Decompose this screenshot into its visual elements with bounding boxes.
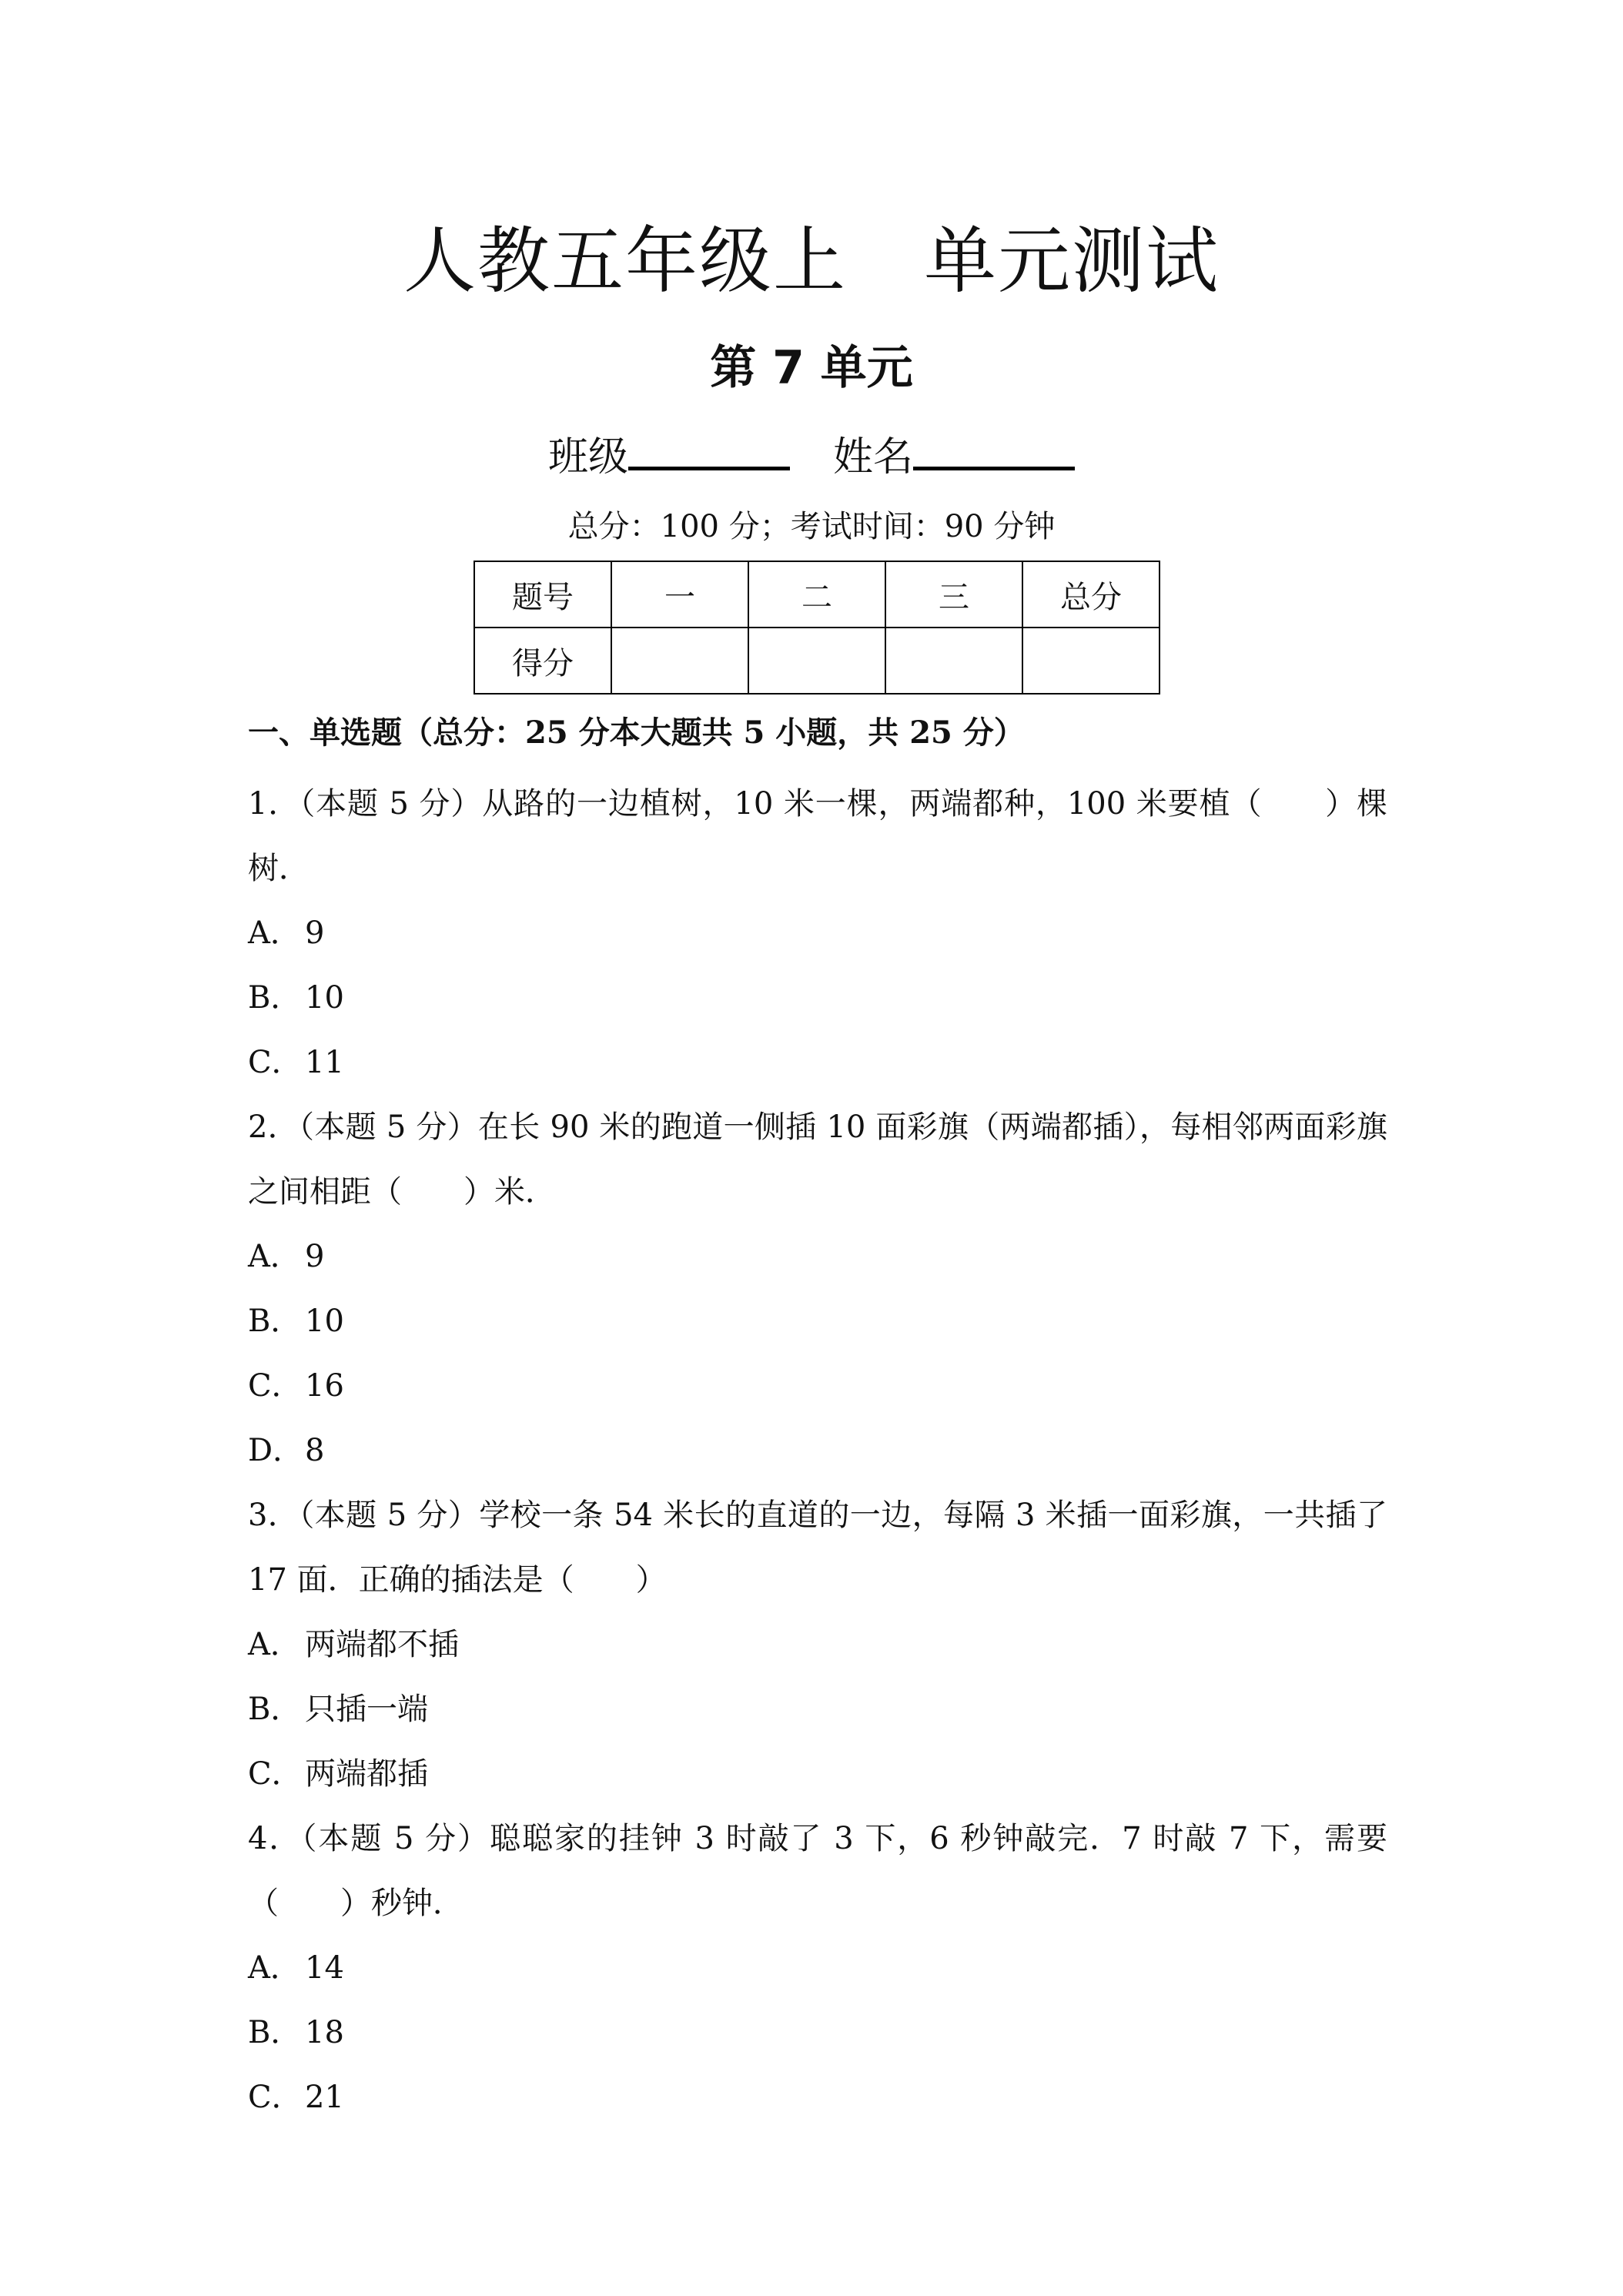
question-text: 1．（本题 5 分）从路的一边植树，10 米一棵，两端都种，100 米要植（ ）棵树． [248,786,1387,886]
question-text: 3．（本题 5 分）学校一条 54 米长的直道的一边，每隔 3 米插一面彩旗，一共插了 17 面．正确的插法是（ ） [248,1498,1387,1598]
score-input-cell[interactable] [611,628,748,694]
class-label: 班级 [547,434,628,480]
name-label: 姓名 [833,434,914,480]
score-table [474,561,1160,694]
answer-option[interactable] [248,1742,1387,1806]
class-blank[interactable] [628,422,790,470]
option-label: B． [248,2015,302,2050]
option-label: B． [248,1304,302,1339]
answer-option[interactable] [248,1677,1387,1742]
score-table-score-row [474,628,1160,694]
option-text: 21 [305,2080,344,2115]
question-text: 2．（本题 5 分）在长 90 米的跑道一侧插 10 面彩旗（两端都插），每相邻两面彩旗之间相距（ ）米． [248,1110,1387,1210]
option-text: 8 [305,1433,325,1468]
score-cell: 二 [748,561,885,628]
option-label: A． [248,1239,301,1274]
score-input-cell[interactable] [885,628,1022,694]
score-table-header-row [474,561,1160,628]
option-label: B． [248,1692,302,1727]
title-right: 单元测试 [924,219,1220,303]
answer-option[interactable] [248,1289,1387,1354]
section-heading: 一、单选题（总分：25 分本大题共 5 小题，共 25 分） [248,715,1025,751]
option-text: 两端都不插 [305,1627,459,1662]
question-content [248,708,1387,2130]
student-info-line [0,422,1623,490]
option-text: 9 [305,915,325,951]
answer-option[interactable] [248,2065,1387,2130]
answer-option[interactable] [248,1936,1387,2000]
answer-option[interactable] [248,966,1387,1030]
answer-option[interactable] [248,1224,1387,1289]
score-cell: 总分 [1022,561,1160,628]
answer-option[interactable] [248,1612,1387,1677]
question-text: 4．（本题 5 分）聪聪家的挂钟 3 时敲了 3 下，6 秒钟敲完．7 时敲 7 下，需要（ ）秒钟． [248,1821,1387,1921]
score-cell: 一 [611,561,748,628]
option-label: B． [248,980,302,1016]
exam-info: 总分：100 分；考试时间：90 分钟 [567,509,1056,544]
answer-option[interactable] [248,1354,1387,1418]
option-label: A． [248,1950,301,1986]
option-label: D． [248,1433,304,1468]
score-cell: 题号 [474,561,611,628]
score-input-cell[interactable] [748,628,885,694]
option-text: 18 [305,2015,344,2050]
score-input-cell[interactable] [1022,628,1160,694]
option-text: 10 [305,1304,344,1339]
option-text: 9 [305,1239,325,1274]
option-text: 两端都插 [305,1756,428,1792]
answer-option[interactable] [248,1418,1387,1483]
page-title [0,216,1623,308]
option-text: 11 [305,1045,344,1080]
unit-subtitle: 第 7 单元 [710,341,913,395]
option-label: A． [248,1627,301,1662]
option-label: C． [248,2080,303,2115]
score-cell: 三 [885,561,1022,628]
option-text: 14 [305,1950,344,1986]
name-blank[interactable] [913,422,1075,470]
option-text: 16 [305,1368,344,1404]
score-cell: 得分 [474,628,611,694]
option-label: C． [248,1368,303,1404]
option-text: 10 [305,980,344,1016]
option-label: C． [248,1756,303,1792]
option-label: A． [248,915,301,951]
answer-option[interactable] [248,2000,1387,2065]
title-left: 人教五年级上 [403,219,847,303]
option-text: 只插一端 [305,1692,428,1727]
answer-option[interactable] [248,1030,1387,1095]
answer-option[interactable] [248,901,1387,966]
option-label: C． [248,1045,303,1080]
